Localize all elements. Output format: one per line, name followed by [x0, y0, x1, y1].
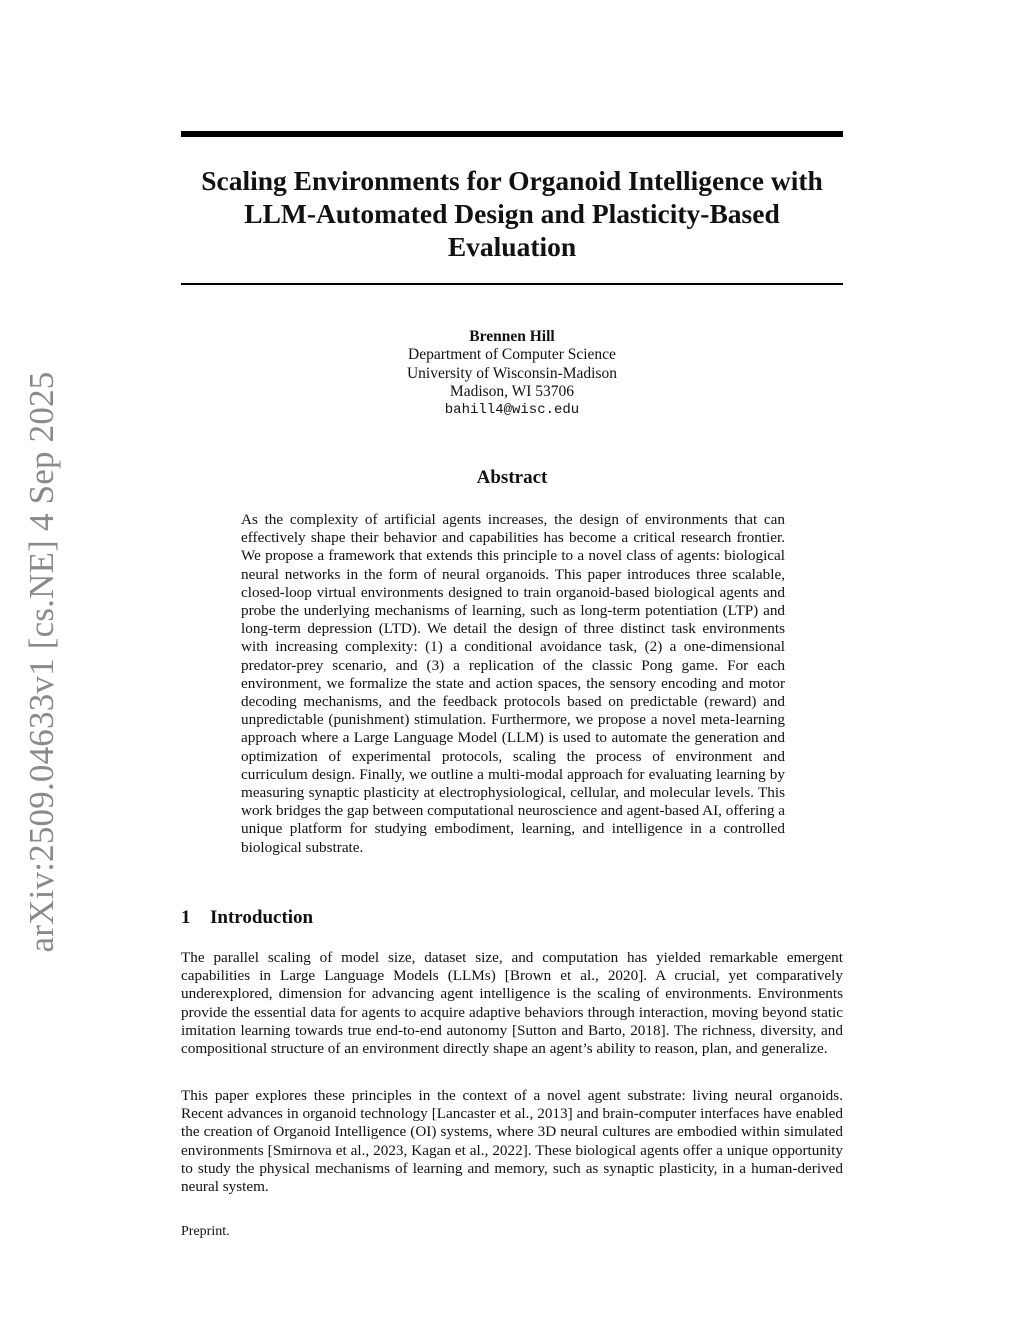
author-location: Madison, WI 53706	[449, 382, 575, 400]
abstract-text: As the complexity of artificial agents increases, the design of environments that can effectively shape their behavior and capabilities has become a critical research frontier. We propose a framework that extends this principle to a novel class of agents: biological neural networks in the form of neural organoids. This paper introduces three scalable, closed-loop virtual environments designed to train organoid-based biological agents and probe the underlying mechanisms of learning, such as long-term potentiation (LTP) and long-term depression (LTD). We detail the design of three distinct task environments with increasing complexity: (1) a conditional avoidance task, (2) a one-dimensional predator-prey scenario, and (3) a replication of the classic Pong game. For each environment, we formalize the state and action spaces, the sensory encoding and motor decoding mechanisms, and the feedback protocols based on predictable (reward) and unpredictable (punishment) stimulation. Furthermore, we propose a novel meta-learning approach where a Large Language Model (LLM) is used to automate the generation and optimization of experimental protocols, scaling the process of environment and curriculum design. Finally, we outline a multi-modal approach for evaluating learning by measuring synaptic plasticity at electrophysiological, cellular, and molecular levels. This work bridges the gap between computational neuroscience and agent-based AI, offering a unique platform for studying embodiment, learning, and intelligence in a controlled biological substrate.	[241, 511, 785, 856]
author-name: Brennen Hill	[469, 328, 555, 345]
intro-paragraph-1: The parallel scaling of model size, dataset size, and computation has yielded remarkable emergent capabilities in Large Language Models (LLMs) [Brown et al., 2020]. A crucial, yet comparatively underexplored, dimension for advancing agent intelligence is the scaling of environments. Environments provide the essential data for agents to acquire adaptive behaviors through interaction, moving beyond static imitation learning towards true end-to-end autonomy [Sutton and Barto, 2018]. The richness, diversity, and compositional structure of an environment directly shape an agent’s ability to reason, plan, and generalize.	[181, 949, 843, 1058]
author-email[interactable]: bahill4@wisc.edu	[444, 402, 580, 419]
section-heading	[181, 907, 313, 929]
section-number: 1	[181, 907, 191, 928]
section-title: Introduction	[210, 907, 314, 928]
footer-note: Preprint.	[181, 1224, 230, 1239]
author-department: Department of Computer Science	[408, 346, 616, 364]
intro-paragraph-2: This paper explores these principles in the context of a novel agent substrate: living neural organoids. Recent advances in organoid technology [Lancaster et al., 2013] and brain-computer interfaces have enabled the creation of Organoid Intelligence (OI) systems, where 3D neural cultures are embodied within simulated environments [Smirnova et al., 2023, Kagan et al., 2022]. These biological agents offer a unique opportunity to study the physical mechanisms of learning and memory, such as synaptic plasticity, in a human-derived neural system.	[181, 1087, 843, 1196]
title-bottom-rule	[181, 283, 843, 285]
author-university: University of Wisconsin-Madison	[406, 364, 618, 382]
paper-title: Scaling Environments for Organoid Intelligence with LLM-Automated Design and Plasticity-Based Evaluation	[201, 165, 823, 262]
author-block	[181, 328, 843, 419]
abstract-heading: Abstract	[476, 467, 548, 488]
arxiv-identifier-stamp: arXiv:2509.04633v1 [cs.NE] 4 Sep 2025	[22, 371, 61, 953]
title-top-rule	[181, 131, 843, 137]
